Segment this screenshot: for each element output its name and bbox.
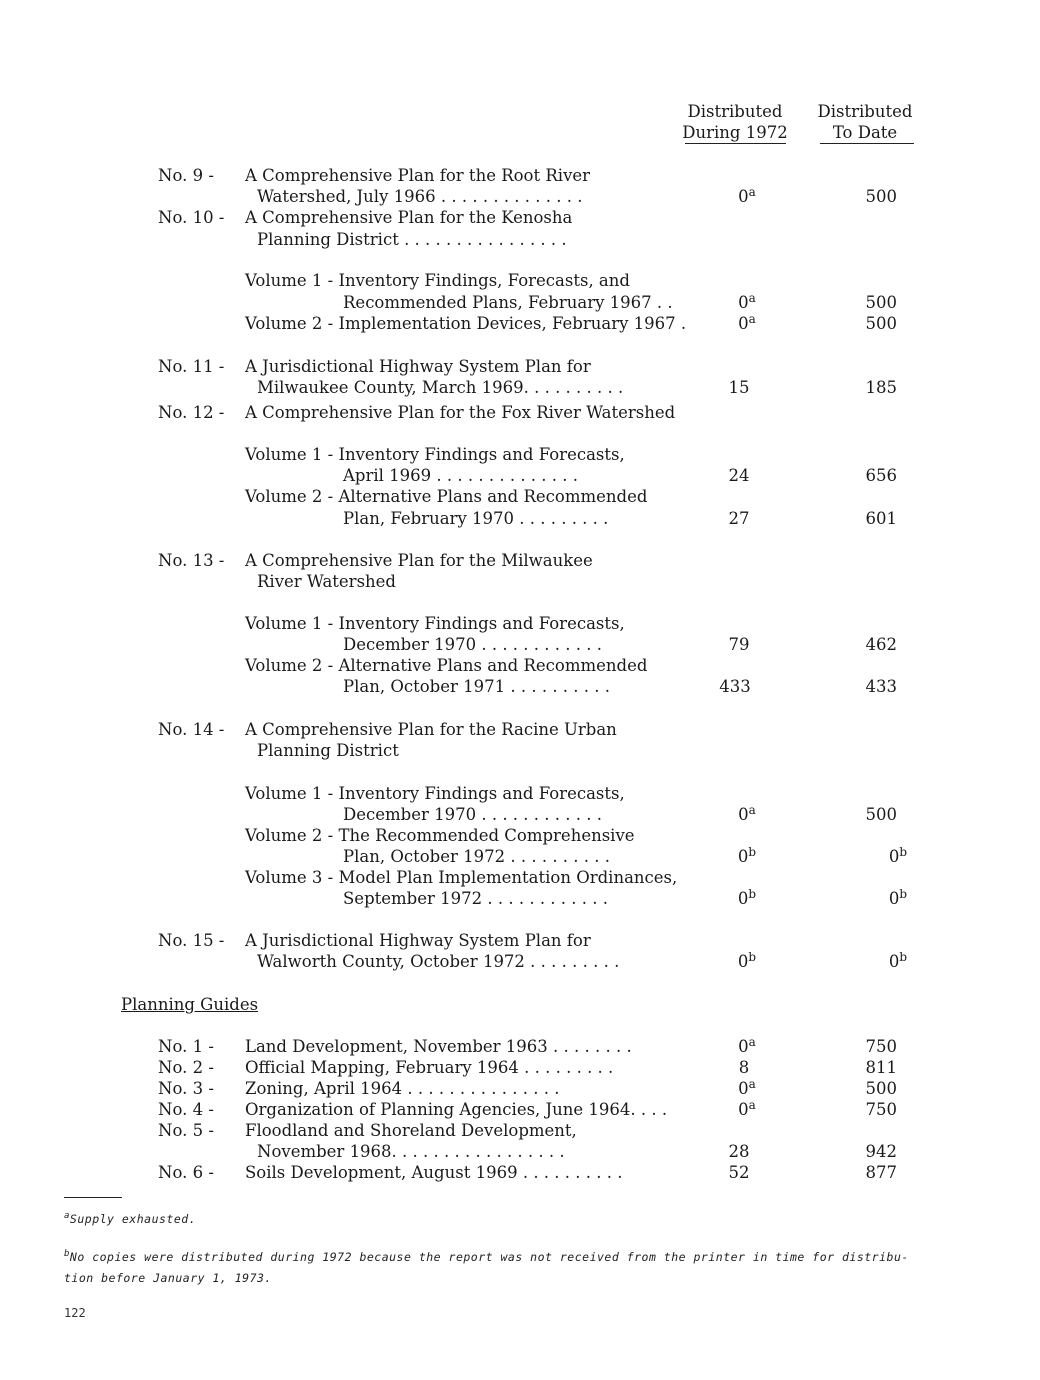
volume-title: Volume 1 - Inventory Findings and Forecasts, [245,445,625,464]
plan-title: A Comprehensive Plan for the Racine Urban [245,720,617,739]
distributed-total-value: 462 [865,635,897,654]
volume-title-cont: Plan, February 1970 . . . . . . . . . [343,509,609,528]
volume-title: Volume 1 - Inventory Findings and Forecasts, [245,784,625,803]
footnote-a-text: Supply exhausted. [69,1212,197,1226]
guide-title-cont: November 1968. . . . . . . . . . . . . . . . . [257,1142,565,1161]
distributed-1972-value: 24 [728,466,750,485]
distributed-total-value: 0$^b$ [888,887,907,908]
plan-title: A Comprehensive Plan for the Kenosha [245,208,573,227]
plan-number: No. 13 - [158,551,225,570]
guide-title: Zoning, April 1964 . . . . . . . . . . . . . . . [245,1079,560,1098]
footnote-b-line1: No copies were distributed during 1972 because the report was not received from the printer in time for distribu- [69,1250,909,1264]
plan-title-cont: Milwaukee County, March 1969. . . . . . . . . . [257,378,624,397]
distributed-total-value: 811 [865,1058,897,1077]
distributed-1972-value: 52 [728,1163,750,1182]
footnote-a [64,1212,196,1226]
col-header-during-line2: During 1972 [682,123,788,142]
guide-number: No. 4 - [158,1100,214,1119]
distributed-1972-value: 0$^a$ [738,185,756,206]
volume-title: Volume 2 - The Recommended Comprehensive [245,826,635,845]
plan-number: No. 15 - [158,931,225,950]
plan-title: A Comprehensive Plan for the Root River [245,166,591,185]
volume-title-cont: Plan, October 1971 . . . . . . . . . . [343,677,611,696]
distributed-1972-value: 28 [728,1142,750,1161]
section-heading-planning-guides: Planning Guides [121,995,259,1014]
footnote-b-mark: b [64,1249,70,1259]
footnote-b [64,1250,909,1264]
plan-title: A Comprehensive Plan for the Milwaukee [245,551,593,570]
plan-title-cont: Walworth County, October 1972 . . . . . . . . . [257,952,620,971]
guide-number: No. 3 - [158,1079,214,1098]
distributed-1972-value: 433 [719,677,751,696]
distributed-1972-value: 0$^b$ [737,950,757,971]
header-underline [820,143,914,144]
volume-title-cont: April 1969 . . . . . . . . . . . . . . [343,466,579,485]
distributed-1972-value: 15 [728,378,750,397]
col-header-during-1972 [670,101,800,143]
footnote-rule [64,1197,122,1198]
header-underline [685,143,786,144]
plan-number: No. 10 - [158,208,225,227]
page-number: 122 [64,1306,86,1320]
col-header-to-date [800,101,930,143]
guide-title: Official Mapping, February 1964 . . . . . . . . . [245,1058,614,1077]
plan-number: No. 9 - [158,166,214,185]
volume-title-cont: December 1970 . . . . . . . . . . . . [343,635,602,654]
distributed-total-value: 500 [865,1079,897,1098]
distributed-1972-value: 79 [728,635,750,654]
guide-title: Organization of Planning Agencies, June 1964. . . . [245,1100,668,1119]
distributed-total-value: 942 [865,1142,897,1161]
distributed-1972-value: 0$^a$ [738,803,756,824]
guide-title: Floodland and Shoreland Development, [245,1121,577,1140]
plan-title: A Jurisdictional Highway System Plan for [245,357,591,376]
volume-title: Volume 3 - Model Plan Implementation Ordinances, [245,868,678,887]
volume-title-cont: September 1972 . . . . . . . . . . . . [343,889,608,908]
distributed-1972-value: 27 [728,509,750,528]
col-header-todate-line1: Distributed [817,102,913,121]
plan-number: No. 14 - [158,720,225,739]
distributed-1972-value: 0$^a$ [738,1077,756,1098]
col-header-todate-line2: To Date [832,123,898,142]
distributed-total-value: 500 [865,293,897,312]
volume-title: Volume 2 - Implementation Devices, February 1967 . [245,314,687,333]
guide-number: No. 2 - [158,1058,214,1077]
distributed-1972-value: 0$^a$ [738,291,756,312]
guide-title: Land Development, November 1963 . . . . . . . . [245,1037,632,1056]
distributed-total-value: 500 [865,314,897,333]
distributed-total-value: 601 [865,509,897,528]
volume-title: Volume 2 - Alternative Plans and Recommended [245,656,648,675]
plan-number: No. 12 - [158,403,225,422]
volume-title-cont: Recommended Plans, February 1967 . . [343,293,673,312]
plan-title-cont: Planning District [257,741,399,760]
distributed-1972-value: 0$^a$ [738,1098,756,1119]
distributed-1972-value: 0$^a$ [738,312,756,333]
volume-title: Volume 1 - Inventory Findings and Forecasts, [245,614,625,633]
plan-number: No. 11 - [158,357,225,376]
footnote-b-line2: tion before January 1, 1973. [64,1271,272,1285]
plan-title: A Comprehensive Plan for the Fox River Watershed [245,403,676,422]
plan-title-cont: Watershed, July 1966 . . . . . . . . . . . . . . [257,187,583,206]
distributed-total-value: 750 [865,1037,897,1056]
distributed-total-value: 0$^b$ [888,845,907,866]
distributed-total-value: 433 [865,677,897,696]
distributed-total-value: 500 [865,187,897,206]
distributed-1972-value: 0$^b$ [737,887,757,908]
guide-number: No. 5 - [158,1121,214,1140]
guide-number: No. 1 - [158,1037,214,1056]
distributed-total-value: 0$^b$ [888,950,907,971]
distributed-1972-value: 8 [738,1058,750,1077]
guide-number: No. 6 - [158,1163,214,1182]
col-header-during-line1: Distributed [687,102,783,121]
volume-title-cont: December 1970 . . . . . . . . . . . . [343,805,602,824]
volume-title: Volume 2 - Alternative Plans and Recommended [245,487,648,506]
distributed-total-value: 500 [865,805,897,824]
distributed-total-value: 656 [865,466,897,485]
volume-title: Volume 1 - Inventory Findings, Forecasts, and [245,271,630,290]
plan-title: A Jurisdictional Highway System Plan for [245,931,591,950]
plan-title-cont: Planning District . . . . . . . . . . . . . . . . [257,230,567,249]
distributed-total-value: 185 [865,378,897,397]
distributed-total-value: 877 [865,1163,897,1182]
volume-title-cont: Plan, October 1972 . . . . . . . . . . [343,847,611,866]
distributed-total-value: 750 [865,1100,897,1119]
distributed-1972-value: 0$^a$ [738,1035,756,1056]
footnote-a-mark: a [64,1211,70,1221]
guide-title: Soils Development, August 1969 . . . . . . . . . . [245,1163,623,1182]
plan-title-cont: River Watershed [257,572,396,591]
distributed-1972-value: 0$^b$ [737,845,757,866]
